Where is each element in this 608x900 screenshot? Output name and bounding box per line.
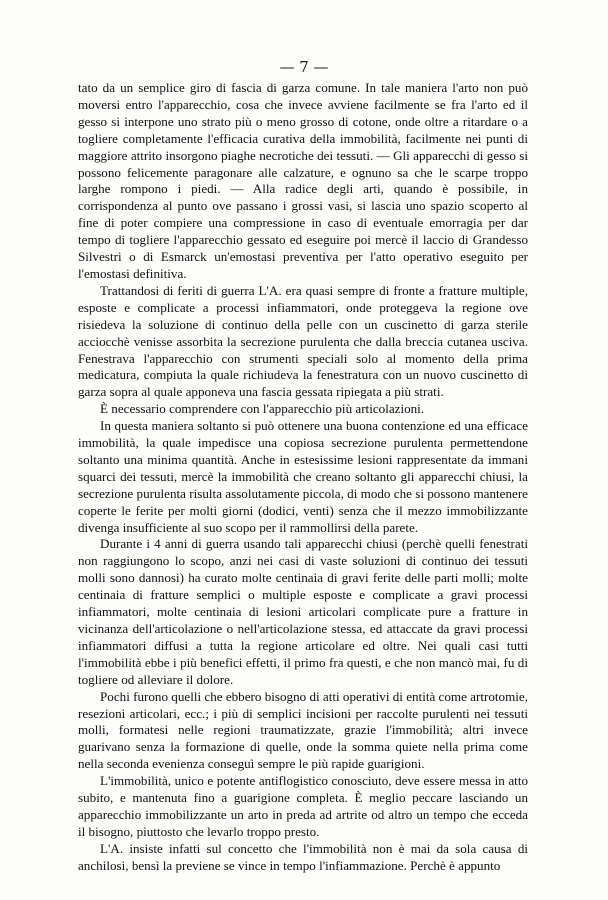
page-number: — 7 — [279, 58, 329, 76]
paragraph-6: Pochi furono quelli che ebbero bisogno di atti operativi di entità come artrotomie, resezioni articolari, ecc.; i più di semplici incisioni per raccolte purulenti nei tessuti molli, formatesi nelle regioni traumatizzate, grazie l'immobilità; altri invece guarivano senza la formazione di quelle, onde la somma quiete nella prima come nella seconda evenienza conseguì sempre le più rapide guarigioni. [78, 688, 528, 772]
paragraph-8: L'A. insiste infatti sul concetto che l'immobilità non è mai da sola causa di anchilosi, bensì la previene se vince in tempo l'infiammazione. Perchè è appunto [78, 840, 528, 873]
paragraph-3: È necessario comprendere con l'apparecchio più articolazioni. [100, 401, 425, 417]
paragraph-4: In questa maniera soltanto si può ottenere una buona contenzione ed una efficace immobilità, la quale impedisce una copiosa secrezione purulenta permettendone soltanto una minima quantità. Anche in estesissime lesioni rappresentate da immani squarci dei tessuti, mercè la immobilità che creano soltanto gli apparecchi chiusi, la secrezione purulenta risulta assolutamente piccola, di modo che si possono mantenere coperte le ferite per molti giorni (dodici, venti) senza che il mezzo immobilizzante divenga insufficiente al suo scopo per il rammollirsi della parete. [78, 418, 528, 535]
paragraph-2: Trattandosi di feriti di guerra L'A. era quasi sempre di fronte a fratture multiple, esposte e complicate a processi infiammatori, onde proteggeva la regione ove risiedeva la soluzione di continuo della pelle con un cuscinetto di garza sterile acciocchè venisse assorbita la secrezione purulenta che dalla breccia cutanea usciva. Fenestrava l'apparecchio con strumenti speciali solo al momento della prima medicatura, compiuta la quale richiudeva la fenestratura con un nuovo cuscinetto di garza sopra al quale apponeva una fascia gessata ripiegata a più strati. [78, 282, 528, 400]
paragraph-7: L'immobilità, unico e potente antiflogistico conosciuto, deve essere messa in atto subito, e mantenuta fino a guarigione completa. È meglio peccare lasciando un apparecchio immobilizzante un arto in preda ad artrite od altro un tempo che ecceda il bisogno, piuttosto che levarlo troppo presto. [78, 773, 528, 839]
body-text [78, 80, 528, 875]
paragraph-5: Durante i 4 anni di guerra usando tali apparecchi chiusi (perchè quelli fenestrati non raggiungono lo scopo, anzi nei casi di vaste soluzioni di continuo dei tessuti molli sono dannosi) ha curato molte centinaia di gravi ferite delle parti molli; molte centinaia di fratture semplici o multiple esposte e complicate a gravi processi infiammatori, molte centinaia di lesioni articolari complicate pure a fratture in vicinanza dell'articolazione o nell'articolazione stessa, ed attaccate da gravi processi infiammatori diffusi a tutta la regione articolare ed oltre. Nei quali casi tutti l'immobilità ebbe i più benefici effetti, il primo fra questi, e che non mancò mai, fu di togliere od alleviare il dolore. [78, 536, 528, 687]
paragraph-1: tato da un semplice giro di fascia di garza comune. In tale maniera l'arto non può moversi entro l'apparecchio, cosa che invece avviene facilmente se fra l'arto ed il gesso si interpone uno strato più o meno grosso di cotone, onde oltre a ritardare o a togliere completamente l'efficacia curativa della immobilità, facilmente nei punti di maggiore attrito insorgono piaghe necrotiche dei tessuti. — Gli apparecchi di gesso si possono felicemente paragonare alle calzature, e ognuno sa che le scarpe troppo larghe rompono i piedi. — Alla radice degli arti, quando è possibile, in corrispondenza al punto ove passano i grossi vasi, si lascia uno spazio scoperto al fine di poter compiere una compressione in caso di eventuale emorragia per dar tempo di togliere l'apparecchio gessato ed eseguire poi mercè il laccio di Grandesso Silvestri o di Esmarck un'emostasi preventiva per l'atto operativo eseguito per l'emostasi definitiva. [78, 80, 528, 281]
